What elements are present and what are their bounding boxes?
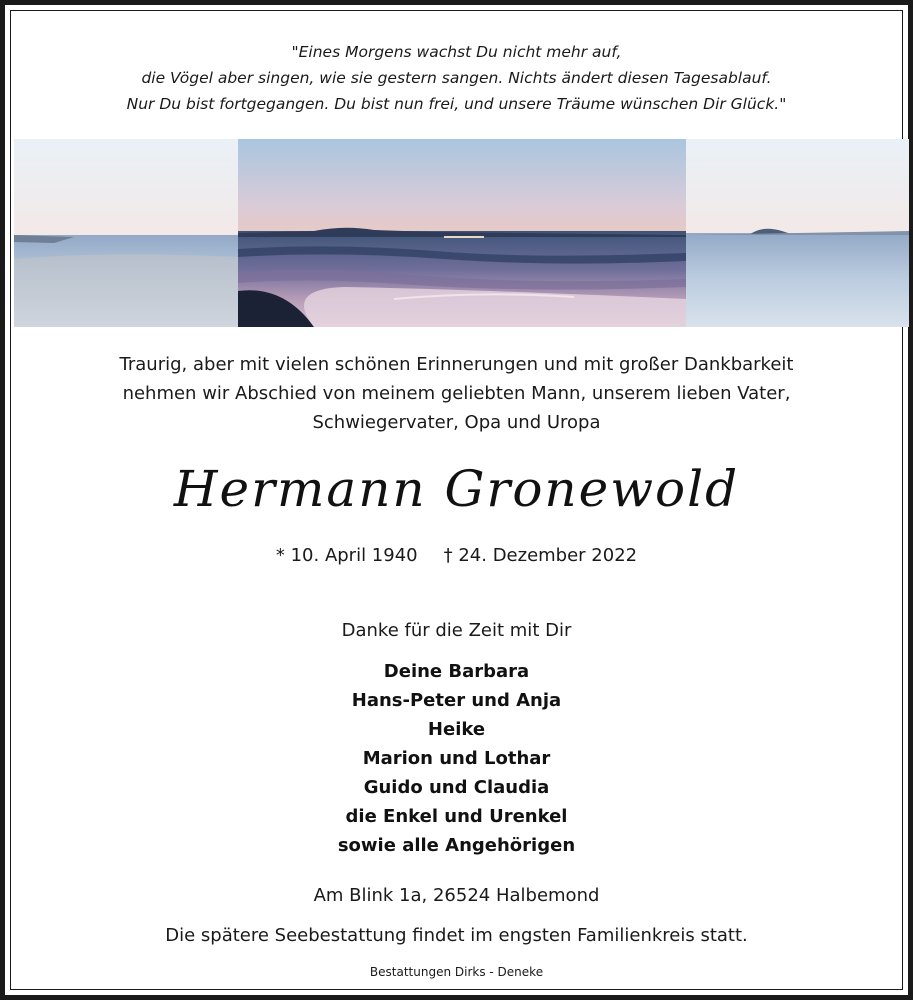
quote-line: die Vögel aber singen, wie sie gestern sangen. Nichts ändert diesen Tagesablauf. [141, 69, 772, 87]
intro-line: Traurig, aber mit vielen schönen Erinnerungen und mit großer Dankbarkeit [119, 354, 794, 375]
mourner-item: sowie alle Angehörigen [337, 835, 576, 856]
burial-notice: Die spätere Seebestattung findet im engsten Familienkreis statt. [165, 925, 748, 946]
mourners-list [5, 657, 908, 860]
deceased-name: Hermann Gronewold [173, 460, 740, 518]
mourner-item: Deine Barbara [383, 661, 530, 682]
undertaker: Bestattungen Dirks - Deneke [369, 965, 544, 979]
sea-sunset-image [14, 139, 909, 327]
thanks-line: Danke für die Zeit mit Dir [341, 620, 572, 641]
mourner-item: Hans-Peter und Anja [351, 690, 562, 711]
intro-text [5, 350, 908, 437]
mourner-item: Marion und Lothar [362, 748, 551, 769]
poem-quote [5, 39, 908, 117]
intro-line: nehmen wir Abschied von meinem geliebten Mann, unserem lieben Vater, [122, 383, 791, 404]
address: Am Blink 1a, 26524 Halbemond [313, 885, 600, 906]
mourner-item: Guido und Claudia [363, 777, 550, 798]
life-dates [5, 545, 908, 566]
mourner-item: die Enkel und Urenkel [345, 806, 568, 827]
quote-line: "Eines Morgens wachst Du nicht mehr auf, [291, 43, 622, 61]
death-date: † 24. Dezember 2022 [443, 545, 638, 566]
mourner-item: Heike [427, 719, 486, 740]
intro-line: Schwiegervater, Opa und Uropa [312, 412, 601, 433]
sea-sunset-illustration [14, 139, 909, 327]
birth-date: * 10. April 1940 [275, 545, 418, 566]
quote-line: Nur Du bist fortgegangen. Du bist nun frei, und unsere Träume wünschen Dir Glück." [126, 95, 787, 113]
